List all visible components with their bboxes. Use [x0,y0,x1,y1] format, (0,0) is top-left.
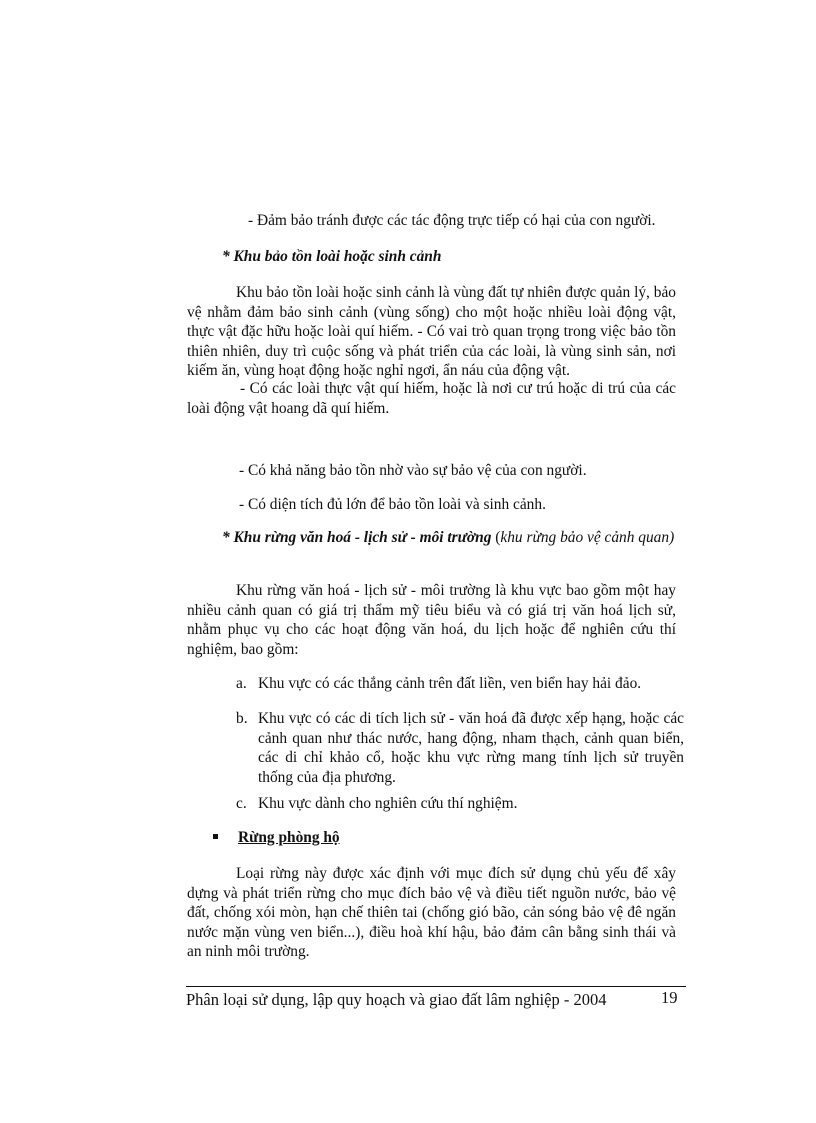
heading-cultural-forest-italic: khu rừng bảo vệ cảnh quan) [500,529,675,546]
heading-cultural-forest [222,528,676,548]
heading-species-habitat: * Khu bảo tồn loài hoặc sinh cảnh [222,248,442,265]
list-marker: c. [236,795,247,812]
footer-divider [186,986,686,987]
page-number: 19 [661,988,678,1007]
paragraph-6: Khu rừng văn hoá - lịch sử - môi trường là khu vực bao gồm một hay nhiều cảnh quan có giá trị thẩm mỹ tiêu biểu và có giá trị văn hoá lịch sử, nhằm phục vụ cho các hoạt động văn hoá, du lịch hoặc để nghiên cứu thí nghiệm, bao gồm: [187,582,676,658]
heading-cultural-forest-paren: ( [491,529,501,546]
square-bullet-icon [213,834,218,839]
list-item-c [236,794,686,814]
paragraph-5: - Có diện tích đủ lớn để bảo tồn loài và sinh cảnh. [239,496,546,513]
paragraph-2: Khu bảo tồn loài hoặc sinh cảnh là vùng đất tự nhiên được quản lý, bảo vệ nhằm đảm bảo sinh cảnh (vùng sống) cho một hoặc nhiều loài động vật, thực vật đặc hữu hoặc loài quí hiếm. - Có vai trò quan trọng trong việc bảo tồn thiên nhiên, duy trì cuộc sống và phát triển của các loài, là vùng sinh sản, nơi kiếm ăn, vùng hoạt động hoặc nghỉ ngơi, ẩn náu của động vật. [187,284,676,379]
footer-title: Phân loại sử dụng, lập quy hoạch và giao đất lâm nghiệp - 2004 [186,990,607,1009]
list-item-a [236,674,686,694]
list-item-text: Khu vực có các di tích lịch sử - văn hoá đã được xếp hạng, hoặc các cảnh quan như thác nước, hang động, nham thạch, cảnh quan biển, các di chỉ khảo cổ, hoặc khu vực rừng mang tính lịch sử truyền thống của địa phương. [258,710,684,786]
list-item-text: Khu vực dành cho nghiên cứu thí nghiệm. [258,795,518,812]
list-item-text: Khu vực có các thắng cảnh trên đất liền, ven biển hay hải đảo. [258,675,642,692]
paragraph-1: - Đảm bảo tránh được các tác động trực tiếp có hại của con người. [248,212,656,229]
paragraph-3: - Có các loài thực vật quí hiếm, hoặc là nơi cư trú hoặc di trú của các loài động vật hoang dã quí hiếm. [187,380,676,417]
list-marker: a. [236,675,247,692]
paragraph-4: - Có khả năng bảo tồn nhờ vào sự bảo vệ của con người. [239,462,587,479]
list-marker: b. [236,710,248,727]
heading-cultural-forest-bold: * Khu rừng văn hoá - lịch sử - môi trường [222,529,492,546]
paragraph-7: Loại rừng này được xác định với mục đích sử dụng chủ yếu để xây dựng và phát triển rừng cho mục đích bảo vệ và điều tiết nguồn nước, bảo vệ đất, chống xói mòn, hạn chế thiên tai (chống gió bão, cản sóng bảo vệ đê ngăn nước mặn vùng ven biển...), điều hoà khí hậu, bảo đảm cân bằng sinh thái và an ninh môi trường. [187,865,676,960]
list-item-b [236,709,686,789]
heading-protection-forest: Rừng phòng hộ [238,829,340,846]
